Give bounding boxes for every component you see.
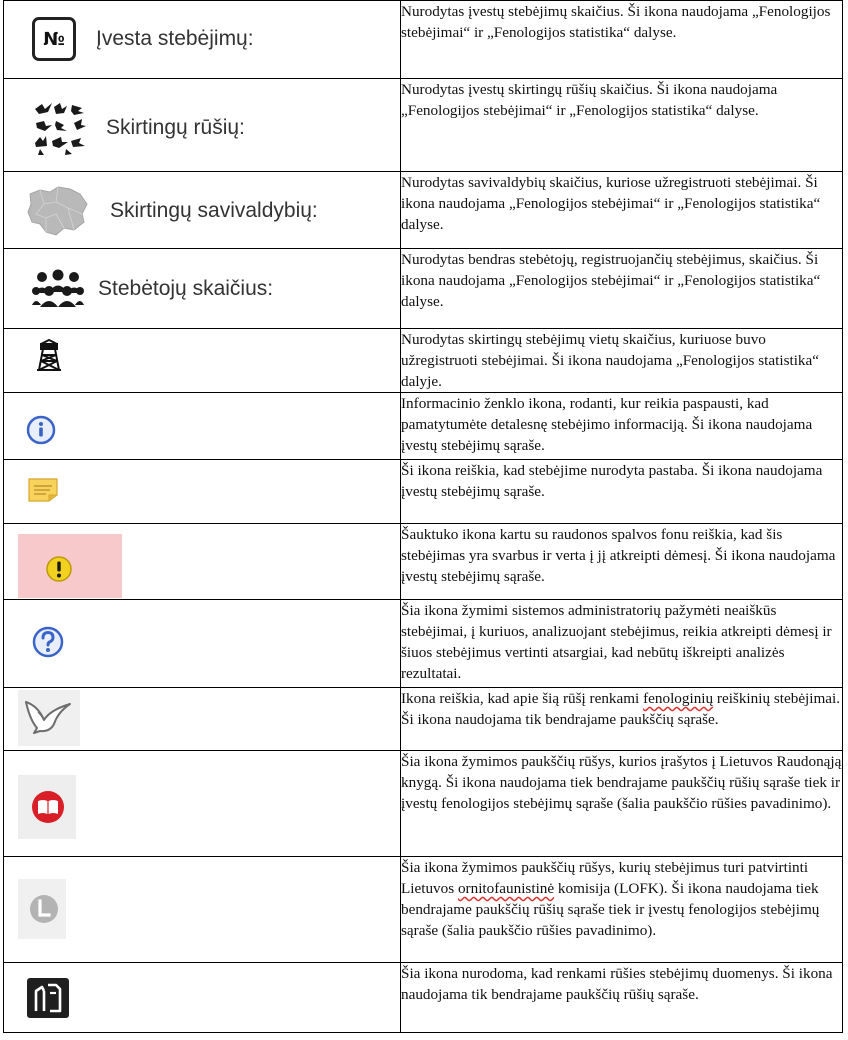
icon-cell <box>4 688 401 751</box>
bird-phenology-icon <box>24 698 72 734</box>
description-cell: Nurodytas skirtingų stebėjimų vietų skaičius, kuriuose buvo užregistruoti stebėjimai. Ši ikona naudojama „Fenologijos statistika“ dalyje. <box>401 329 843 393</box>
table-row <box>4 172 843 249</box>
table-row <box>4 857 843 963</box>
icon-cell <box>4 600 401 688</box>
description-text: komisija (LOFK). Ši ikona naudojama tiek bendrajame paukščių rūšių sąraše tiek ir įvestų fenologijos stebėjimų sąraše (šalia paukščio rūšies pavadinimo). <box>401 880 820 939</box>
bird-species-icon <box>32 101 88 155</box>
description-cell: Nurodytas savivaldybių skaičius, kuriose užregistruoti stebėjimai. Ši ikona naudojama „Fenologijos stebėjimai“ ir „Fenologijos statistika“ dalyse. <box>401 172 843 249</box>
exclamation-icon <box>44 554 74 584</box>
data-collection-icon <box>26 977 70 1019</box>
description-cell <box>401 857 843 963</box>
question-icon <box>32 626 64 658</box>
observers-group-icon <box>32 269 84 309</box>
icon-cell <box>4 963 401 1033</box>
note-icon <box>26 476 60 504</box>
icon-cell <box>4 857 401 963</box>
red-book-icon <box>30 789 66 825</box>
description-text: Ikona reiškia, kad apie šią rūšį renkami <box>401 690 644 707</box>
description-cell <box>401 688 843 751</box>
icon-cell <box>4 79 401 172</box>
description-cell: Šia ikona nurodoma, kad renkami rūšies stebėjimų duomenys. Ši ikona naudojama tik bendrajame paukščių rūšių sąraše. <box>401 963 843 1033</box>
description-cell: Šia ikona žymimi sistemos administratorių pažymėti neaiškūs stebėjimai, į kuriuos, analizuojant stebėjimus, reikia atkreipti dėmesį ir šiuos stebėjimus vertinti atsargiai, kad nebūtų iškreipti analizės rezultatai. <box>401 600 843 688</box>
description-cell: Informacinio ženklo ikona, rodanti, kur reikia paspausti, kad pamatytumėte detalesnę stebėjimo informaciją. Ši ikona naudojama įvestų stebėjimų sąraše. <box>401 393 843 460</box>
number-sign-icon: № <box>32 17 76 61</box>
icon-cell <box>4 1 401 79</box>
table-row <box>4 393 843 460</box>
description-cell: Nurodytas bendras stebėtojų, registruojančių stebėjimus, skaičius. Ši ikona naudojama „Fenologijos stebėjimai“ ir „Fenologijos statistika“ dalyse. <box>401 249 843 329</box>
observation-tower-icon <box>36 339 62 371</box>
municipalities-count-label: Skirtingų savivaldybių: <box>110 199 318 222</box>
table-row <box>4 1 843 79</box>
icon-cell <box>4 751 401 857</box>
table-row <box>4 524 843 600</box>
table-row <box>4 600 843 688</box>
description-text: reiškinių stebėjimai. Ši ikona naudojama tik bendrajame paukščių sąraše. <box>401 690 841 728</box>
info-icon <box>26 415 56 445</box>
species-count-label: Skirtingų rūšių: <box>106 116 245 139</box>
observations-count-label: Įvesta stebėjimų: <box>96 27 254 50</box>
icon-cell <box>4 329 401 393</box>
description-cell: Šia ikona žymimos paukščių rūšys, kurios įrašytos į Lietuvos Raudonąją knygą. Ši ikona naudojama tiek bendrajame paukščių rūšių sąraše tiek ir įvestų fenologijos stebėjimų sąraše (šalia paukščio rūšies pavadinimo). <box>401 751 843 857</box>
icon-cell <box>4 172 401 249</box>
description-cell: Šauktuko ikona kartu su raudonos spalvos fonu reiškia, kad šis stebėjimas yra svarbus ir verta į jį atkreipti dėmesį. Ši ikona naudojama įvestų stebėjimų sąraše. <box>401 524 843 600</box>
table-row <box>4 688 843 751</box>
table-row <box>4 329 843 393</box>
table-row <box>4 249 843 329</box>
description-cell: Nurodytas įvestų stebėjimų skaičius. Ši ikona naudojama „Fenologijos stebėjimai“ ir „Fenologijos statistika“ dalyse. <box>401 1 843 79</box>
icon-cell <box>4 524 401 600</box>
table-row <box>4 751 843 857</box>
description-cell: Nurodytas įvestų skirtingų rūšių skaičius. Ši ikona naudojama „Fenologijos stebėjimai“ ir „Fenologijos statistika“ dalyse. <box>401 79 843 172</box>
icon-cell <box>4 249 401 329</box>
observers-count-label: Stebėtojų skaičius: <box>98 277 274 300</box>
table-row <box>4 460 843 524</box>
description-text: Šia ikona žymimos paukščių rūšys, kurių stebėjimus turi patvirtinti Lietuvos <box>401 859 809 897</box>
description-text: fenologinių <box>643 690 714 707</box>
icon-legend-table <box>3 0 843 1033</box>
icon-cell <box>4 393 401 460</box>
description-text: ornitofaunistinė <box>457 880 555 897</box>
lithuania-map-icon <box>24 184 90 238</box>
table-row <box>4 79 843 172</box>
table-row <box>4 963 843 1033</box>
description-cell: Ši ikona reiškia, kad stebėjime nurodyta pastaba. Ši ikona naudojama įvestų stebėjimų sąraše. <box>401 460 843 524</box>
lofk-icon <box>28 893 60 925</box>
icon-cell <box>4 460 401 524</box>
